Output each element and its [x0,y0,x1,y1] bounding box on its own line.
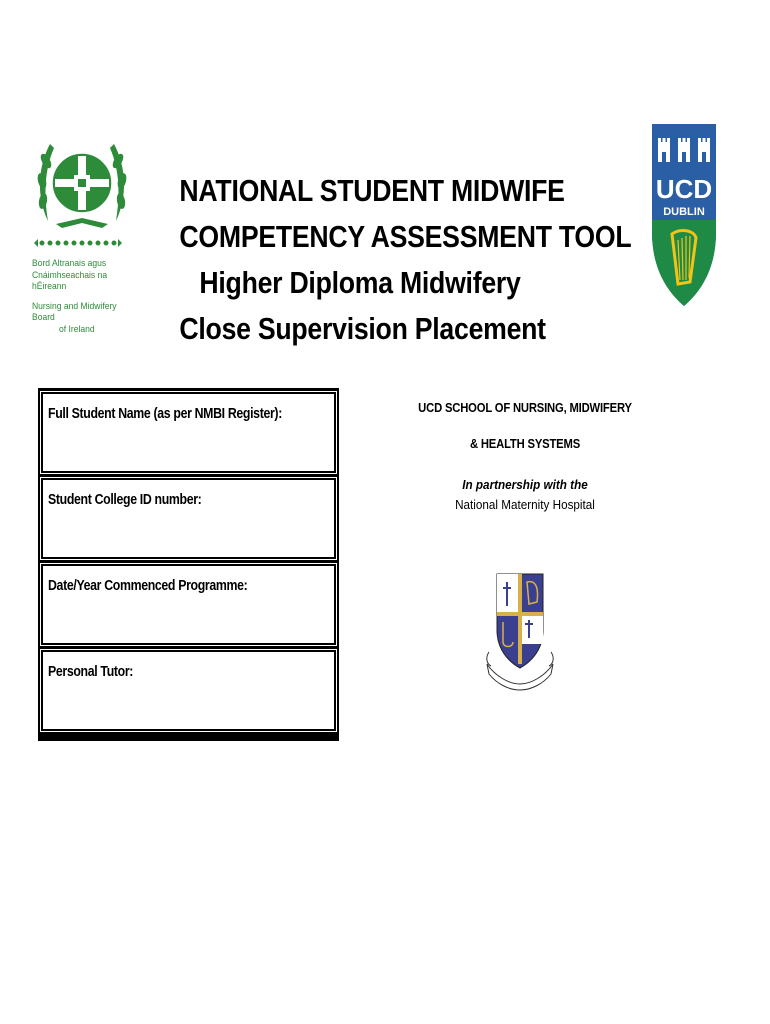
ucd-logo-name: UCD [655,174,713,204]
full-name-label: Full Student Name (as per NMBI Register): [48,406,282,422]
document-title [179,168,632,352]
ucd-logo-icon [650,122,718,308]
title-line-3: Higher Diploma Midwifery [199,265,521,300]
school-name-line-2: & HEALTH SYSTEMS [469,437,581,451]
title-line-4: Close Supervision Placement [179,311,546,346]
nmbi-text-line: of Ireland [59,323,95,335]
personal-tutor-field[interactable] [41,650,336,731]
student-id-label: Student College ID number: [48,492,202,508]
title-line-2: COMPETENCY ASSESSMENT TOOL [179,219,632,254]
student-details-form [38,388,339,741]
nmbi-text-line: Cnáimhseachais na hÉireann [32,269,108,292]
hospital-name: National Maternity Hospital [455,497,595,512]
programme-start-field[interactable] [41,564,336,645]
student-id-field[interactable] [41,478,336,559]
nmbi-text-line: Bord Altranais agus [32,258,107,269]
school-name-line-1: UCD SCHOOL OF NURSING, MIDWIFERY [418,401,632,415]
personal-tutor-label: Personal Tutor: [48,664,134,680]
programme-start-label: Date/Year Commenced Programme: [48,578,248,594]
nmbi-logo-text [32,258,138,335]
partnership-text: In partnership with the [462,477,588,492]
title-line-1: NATIONAL STUDENT MIDWIFE [179,173,565,208]
nmbi-text-line: Nursing and Midwifery Board [32,300,117,323]
ucd-logo-city: DUBLIN [663,206,705,218]
full-name-field[interactable] [41,392,336,473]
hospital-crest-icon [485,572,555,692]
